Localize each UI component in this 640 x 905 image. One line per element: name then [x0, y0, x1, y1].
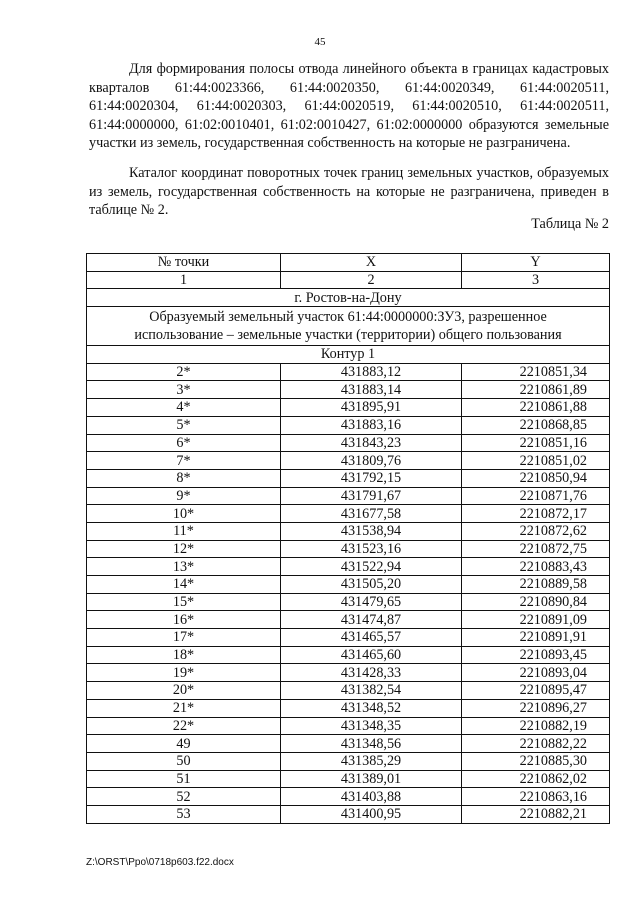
table-row: [87, 522, 610, 540]
table-row: [87, 576, 610, 594]
y-coordinate-cell: 2210891,91: [462, 629, 610, 647]
point-number-cell: 3*: [87, 381, 281, 399]
y-coordinate-cell: 2210882,22: [462, 735, 610, 753]
y-coordinate-cell: 2210851,02: [462, 452, 610, 470]
table-row: [87, 735, 610, 753]
x-coordinate-cell: 431677,58: [281, 505, 462, 523]
x-coordinate-cell: 431522,94: [281, 558, 462, 576]
x-coordinate-cell: 431883,14: [281, 381, 462, 399]
contour-label: Контур 1: [87, 346, 610, 364]
x-coordinate-cell: 431348,52: [281, 699, 462, 717]
point-number-cell: 14*: [87, 576, 281, 594]
point-number-cell: 6*: [87, 434, 281, 452]
x-coordinate-cell: 431385,29: [281, 752, 462, 770]
x-coordinate-cell: 431792,15: [281, 469, 462, 487]
parcel-row: [87, 307, 610, 346]
point-number-cell: 16*: [87, 611, 281, 629]
table-row: [87, 434, 610, 452]
point-number-cell: 2*: [87, 363, 281, 381]
y-coordinate-cell: 2210851,34: [462, 363, 610, 381]
page-number: 45: [314, 36, 326, 48]
point-number-cell: 17*: [87, 629, 281, 647]
table-row: [87, 752, 610, 770]
table-row: [87, 558, 610, 576]
y-coordinate-cell: 2210861,88: [462, 399, 610, 417]
y-coordinate-cell: 2210895,47: [462, 682, 610, 700]
x-coordinate-cell: 431809,76: [281, 452, 462, 470]
x-coordinate-cell: 431883,16: [281, 416, 462, 434]
table-row: [87, 363, 610, 381]
table-row: [87, 469, 610, 487]
column-number-row: [87, 271, 610, 289]
x-coordinate-cell: 431465,60: [281, 646, 462, 664]
x-coordinate-cell: 431895,91: [281, 399, 462, 417]
table-header-row: [87, 254, 610, 272]
y-coordinate-cell: 2210890,84: [462, 593, 610, 611]
table-row: [87, 505, 610, 523]
intro-paragraph: Для формирования полосы отвода линейного объекта в границах кадастровых кварталов 61:44:0023366, 61:44:0020350, 61:44:0020349, 61:44:0020511, 61:44:0020304, 61:44:0020303, 61:44:0020519, 61:44:0020510, 61:44:0020511, 61:44:0000000, 61:02:0010401, 61:02:0010427, 61:02:0000000 образуются земельные участки из земель, государственная собственность на которые не разграничена.: [89, 61, 609, 152]
parcel-description: Образуемый земельный участок 61:44:0000000:ЗУ3, разрешенное использование – земельные участки (территории) общего пользования: [87, 307, 610, 346]
x-coordinate-cell: 431348,56: [281, 735, 462, 753]
footer-file-path: Z:\ORST\Ppo\0718p603.f22.docx: [86, 857, 234, 868]
y-coordinate-cell: 2210871,76: [462, 487, 610, 505]
y-coordinate-cell: 2210872,75: [462, 540, 610, 558]
point-number-cell: 19*: [87, 664, 281, 682]
table-row: [87, 593, 610, 611]
point-number-cell: 18*: [87, 646, 281, 664]
table-row: [87, 682, 610, 700]
x-coordinate-cell: 431403,88: [281, 788, 462, 806]
table-row: [87, 805, 610, 823]
x-coordinate-cell: 431474,87: [281, 611, 462, 629]
table-row: [87, 646, 610, 664]
x-coordinate-cell: 431505,20: [281, 576, 462, 594]
point-number-cell: 15*: [87, 593, 281, 611]
contour-row: [87, 346, 610, 364]
y-coordinate-cell: 2210882,19: [462, 717, 610, 735]
table-row: [87, 399, 610, 417]
y-coordinate-cell: 2210851,16: [462, 434, 610, 452]
y-coordinate-cell: 2210850,94: [462, 469, 610, 487]
x-coordinate-cell: 431389,01: [281, 770, 462, 788]
y-coordinate-cell: 2210889,58: [462, 576, 610, 594]
header-x: X: [281, 254, 462, 272]
x-coordinate-cell: 431538,94: [281, 522, 462, 540]
y-coordinate-cell: 2210896,27: [462, 699, 610, 717]
table-caption: Таблица № 2: [531, 216, 609, 232]
x-coordinate-cell: 431479,65: [281, 593, 462, 611]
x-coordinate-cell: 431348,35: [281, 717, 462, 735]
point-number-cell: 9*: [87, 487, 281, 505]
column-number-3: 3: [462, 271, 610, 289]
x-coordinate-cell: 431883,12: [281, 363, 462, 381]
table-row: [87, 611, 610, 629]
x-coordinate-cell: 431791,67: [281, 487, 462, 505]
table-row: [87, 487, 610, 505]
table-row: [87, 770, 610, 788]
table-row: [87, 452, 610, 470]
y-coordinate-cell: 2210872,17: [462, 505, 610, 523]
y-coordinate-cell: 2210893,04: [462, 664, 610, 682]
city-name: г. Ростов-на-Дону: [87, 289, 610, 307]
x-coordinate-cell: 431465,57: [281, 629, 462, 647]
coordinates-table: [86, 253, 610, 824]
table-row: [87, 416, 610, 434]
point-number-cell: 20*: [87, 682, 281, 700]
x-coordinate-cell: 431382,54: [281, 682, 462, 700]
x-coordinate-cell: 431843,23: [281, 434, 462, 452]
y-coordinate-cell: 2210868,85: [462, 416, 610, 434]
catalog-paragraph: Каталог координат поворотных точек границ земельных участков, образуемых из земель, государственная собственность на которые не разграничена, приведен в таблице № 2.: [89, 165, 609, 219]
point-number-cell: 5*: [87, 416, 281, 434]
y-coordinate-cell: 2210861,89: [462, 381, 610, 399]
y-coordinate-cell: 2210883,43: [462, 558, 610, 576]
table-row: [87, 717, 610, 735]
point-number-cell: 8*: [87, 469, 281, 487]
point-number-cell: 11*: [87, 522, 281, 540]
table-row: [87, 788, 610, 806]
point-number-cell: 10*: [87, 505, 281, 523]
city-row: [87, 289, 610, 307]
point-number-cell: 51: [87, 770, 281, 788]
y-coordinate-cell: 2210893,45: [462, 646, 610, 664]
table-row: [87, 664, 610, 682]
table-row: [87, 699, 610, 717]
point-number-cell: 21*: [87, 699, 281, 717]
x-coordinate-cell: 431428,33: [281, 664, 462, 682]
point-number-cell: 12*: [87, 540, 281, 558]
point-number-cell: 22*: [87, 717, 281, 735]
header-y: Y: [462, 254, 610, 272]
header-point-number: № точки: [87, 254, 281, 272]
point-number-cell: 49: [87, 735, 281, 753]
point-number-cell: 4*: [87, 399, 281, 417]
y-coordinate-cell: 2210891,09: [462, 611, 610, 629]
point-number-cell: 52: [87, 788, 281, 806]
y-coordinate-cell: 2210863,16: [462, 788, 610, 806]
point-number-cell: 50: [87, 752, 281, 770]
point-number-cell: 53: [87, 805, 281, 823]
point-number-cell: 7*: [87, 452, 281, 470]
point-number-cell: 13*: [87, 558, 281, 576]
table-row: [87, 629, 610, 647]
column-number-1: 1: [87, 271, 281, 289]
y-coordinate-cell: 2210862,02: [462, 770, 610, 788]
table-row: [87, 540, 610, 558]
x-coordinate-cell: 431523,16: [281, 540, 462, 558]
column-number-2: 2: [281, 271, 462, 289]
y-coordinate-cell: 2210882,21: [462, 805, 610, 823]
x-coordinate-cell: 431400,95: [281, 805, 462, 823]
table-row: [87, 381, 610, 399]
y-coordinate-cell: 2210885,30: [462, 752, 610, 770]
y-coordinate-cell: 2210872,62: [462, 522, 610, 540]
